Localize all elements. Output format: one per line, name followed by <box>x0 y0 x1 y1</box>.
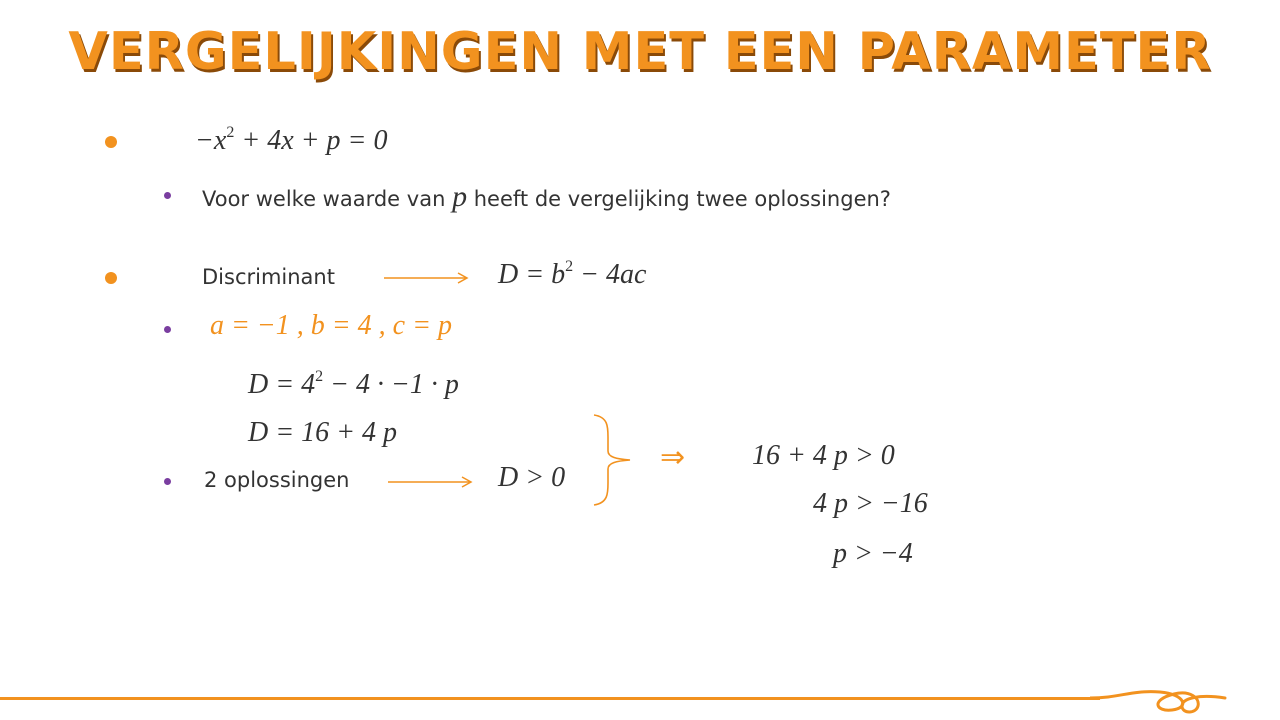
main-equation <box>195 124 387 157</box>
step-1 <box>248 368 459 401</box>
arrow-right-icon <box>384 270 470 286</box>
bullet-sub-2 <box>164 326 171 333</box>
discriminant-label: Discriminant <box>202 265 335 289</box>
coefficients-text: a = −1 , b = 4 , c = p <box>210 310 453 341</box>
equation-suffix: + 4x + p = 0 <box>234 125 388 156</box>
condition-text: D > 0 <box>498 462 566 493</box>
step1-prefix: D = 4 <box>248 369 316 400</box>
result-1 <box>752 440 895 472</box>
result1-text: 16 + 4 p > 0 <box>752 440 895 471</box>
bullet-sub-3 <box>164 478 171 485</box>
question-var: p <box>452 180 468 213</box>
discriminant-exponent: 2 <box>565 258 574 275</box>
question-after: heeft de vergelijking twee oplossingen? <box>467 187 891 211</box>
question-before: Voor welke waarde van <box>202 187 453 211</box>
step1-suffix: − 4 · −1 · p <box>323 369 459 400</box>
bullet-main-1 <box>105 136 117 148</box>
bullet-sub-1 <box>164 192 171 199</box>
discriminant-formula <box>498 258 646 291</box>
page-title: VERGELIJKINGEN MET EEN PARAMETER <box>68 22 1212 82</box>
result-2 <box>813 488 928 520</box>
implies-icon: ⇒ <box>660 441 686 474</box>
curly-brace-icon <box>592 413 636 507</box>
bullet-main-2 <box>105 272 117 284</box>
result3-text: p > −4 <box>833 538 913 569</box>
footer-swoosh-logo-icon <box>1090 686 1230 720</box>
step-2 <box>248 417 397 449</box>
question-text <box>202 180 891 214</box>
equation-prefix: −x <box>195 125 227 156</box>
coefficients <box>210 310 452 342</box>
result-3 <box>833 538 913 570</box>
discriminant-suffix: − 4ac <box>573 259 647 290</box>
step2-text: D = 16 + 4 p <box>248 417 398 448</box>
result2-text: 4 p > −16 <box>813 488 928 519</box>
step1-exponent: 2 <box>315 368 324 385</box>
discriminant-prefix: D = b <box>498 259 566 290</box>
equation-exponent: 2 <box>226 124 235 141</box>
solutions-label: 2 oplossingen <box>204 468 350 492</box>
condition <box>498 462 565 494</box>
arrow-right-icon <box>388 474 474 490</box>
footer-line <box>0 697 1100 700</box>
